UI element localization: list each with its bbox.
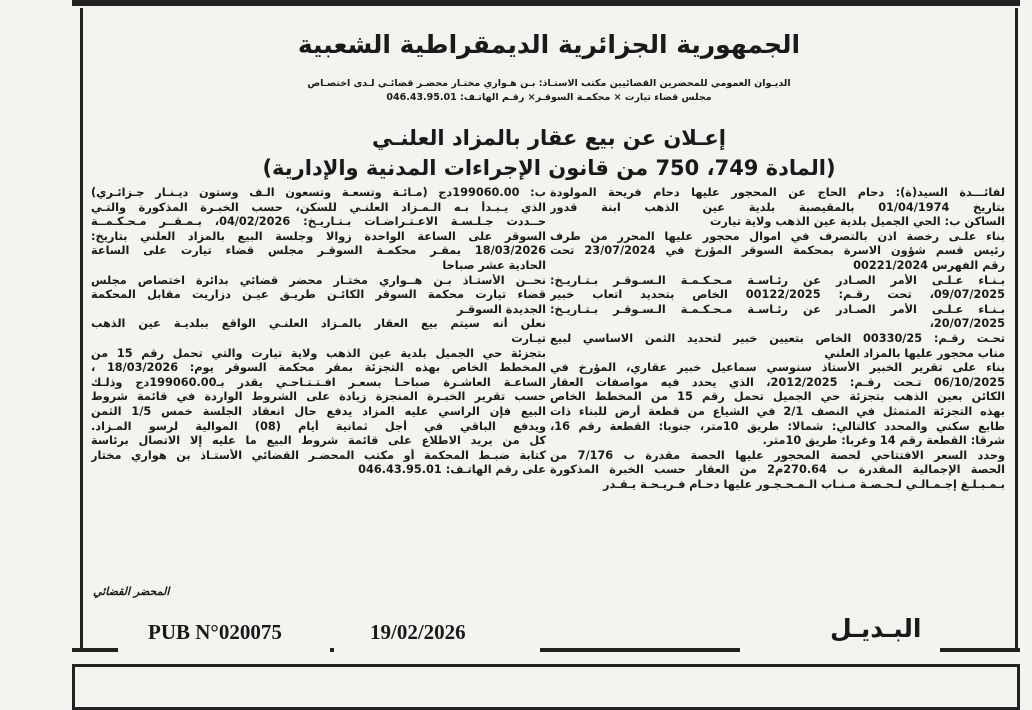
text-line: حــددت جـلـسـة الاعـتـراضـات بـتـاريـخ: 04/02/2026، بـمـقــر مـحـكـمــة (91, 215, 546, 229)
text-line: بتاريخ 01/04/1974 بالمقيصبة بلدية عين الذهب ابنة قدور (550, 200, 1005, 214)
text-line: المخطط الخاص بهذه التجزئة بمقر محكمة السوقر يوم: 18/03/2026 ، (91, 361, 546, 375)
text-line: حسب تقرير الخبـرة المنجزة زيادة على الشروط الواردة في قائمة شروط (91, 390, 546, 404)
footer-rule (540, 648, 740, 652)
text-line: بناء على تقرير الخبير الأستاذ سنوسي سماعيل خبير عقاري، المؤرخ في (550, 361, 1005, 375)
publication-date: 19/02/2026 (370, 620, 466, 644)
text-line: مناب محجور عليها بالمزاد العلني (824, 346, 1005, 360)
text-line: بـمـبـلـغ إجـمـالـي لـحـصـة مـنـاب الـمـحـجـور عليها دحـام فـريـحـة يـقـدر (603, 477, 1005, 491)
next-notice-frame (72, 664, 1020, 710)
text-line: 20/07/2025، (929, 317, 1005, 331)
text-line: ويدفع الباقي في أجل ثمانية أيام (08) الموالية لرسو المـزاد. (91, 419, 546, 433)
text-line: الحصة الإجمالية المقدرة ب 270.64م2 من العقار حسب الخبرة المذكورة (550, 463, 1005, 477)
text-line: رئيس قسم شؤون الاسرة بمحكمة السوقر المؤرخ في 23/07/2024 تحت (550, 244, 1005, 258)
newspaper-name: البـديـل (830, 614, 922, 643)
text-line: بـنـاء عـلـى الأمر الصـادر عن رئـاسـة مـحـكـمـة الـسـوقـر بـتـاريـخ: (550, 273, 1005, 287)
bailiff-signature: المحضر القضائي (93, 585, 170, 598)
text-line: وحدد السعر الافتتاحي لحصة المحجور عليها الحصة مقدرة ب 7/176 من (550, 448, 1005, 462)
publication-number: PUB N°020075 (148, 620, 282, 644)
text-line: تحـت رقـم: 00330/25 الخاص بتعيين خبير لتحديد الثمن الاساسي لبيع (550, 331, 1005, 345)
legal-notice (80, 8, 1018, 648)
text-line: الساكن ب: الحي الجميل بلدية عين الذهب ولاية تيارت (709, 215, 1005, 229)
text-line: الكائن بعين الذهب بتجزئة حي الجميل تحمل رقم 15 من المخطط الخاص (550, 390, 1005, 404)
text-line: لفائـــدة السيد(ة): دحام الحاج عن المحجور عليها دحام فريحة المولودة (550, 186, 1005, 199)
text-line: بهذه التجزئة المتمثل في النصف 2/1 في الشياع من قطعة أرض للبناء ذات (550, 404, 1005, 418)
bailiff-office-line: الديـوان العمومي للمحضرين القضائيين مكتب الاستـاذ: بـن هـواري مختـار محضـر قضائـي لـدى اختصـاص (307, 78, 791, 89)
text-line: طابع سكني والمحدد كالتالي: شمالا: طريق 10متر، جنوبا: القطعة رقم 16، (550, 419, 1005, 433)
footer-rule (72, 648, 118, 652)
text-line: السوقر على الساعة الواحدة زوالا وجلسة البيع بالمزاد العلني بتاريخ: (91, 229, 546, 243)
left-column-text (91, 186, 546, 478)
republic-title: الجمهورية الجزائرية الديمقراطية الشعبية (297, 30, 801, 59)
text-line: 06/10/2025 تـحت رقـم: 2012/2025، الذي يحدد فيه مواصفات العقار (550, 375, 1005, 389)
text-line: بـنـاء عـلـى الأمر الصـادر عن رئـاسـة مـحـكـمـة الـسـوقـر بـتـاريـخ: (550, 302, 1005, 316)
text-line: نحــن الأستـاذ بـن هــواري مختـار محضر قضائي بدائرة اختصاص مجلس (91, 273, 546, 287)
right-column-text (550, 186, 1005, 492)
text-line: 09/07/2025، تحت رقـم: 00122/2025 الخاص بتحديد اتعاب خبير (550, 288, 1005, 302)
bailiff-contact-line: مجلس قضاء تيارت × محكمـة السوقـر× رقـم الهاتـف: 046.43.95.01 (386, 92, 712, 103)
text-line: كل من يريد الاطلاع على قائمة شروط البيع ما عليه إلا الاتصال برئاسة (91, 434, 546, 448)
text-line: بتجزئة حي الجميل بلدية عين الذهب ولاية تيارت والتي تحمل رقم 15 من (91, 346, 546, 360)
top-rule (72, 0, 1020, 6)
text-line: رقم الفهرس 00221/2024 (853, 258, 1005, 272)
text-line: بناء علـى رخصة اذن بالتصرف في اموال محجور عليها المحرر من طرف (550, 229, 1005, 243)
text-line: ب: 199060.00دج (مـائـة وتسعـة وتسعون الـف وستون ديـنـار جـزائـري) (91, 186, 546, 199)
text-line: الحادية عشر صباحا (442, 258, 546, 272)
notice-legal-reference: (المادة 749، 750 من قانون الإجراءات المدنية والإدارية) (262, 156, 836, 180)
text-line: الذي يـبـدأ بـه الـمـزاد العلنـي للسكن، حسب الخبـرة المذكورة والتـي (91, 200, 546, 214)
text-line: الجديدة السوقـر (456, 302, 546, 316)
text-line: قضاء تيارت محكمة السوقر الكائـن طريـق عيـن دزاريت مقابل المحكمة (91, 288, 546, 302)
text-line: الساعـة العاشـرة صباحـا بسعـر افـتـتـاحـي يقدر بـ199060.00دج وذلـك (91, 375, 546, 389)
text-line: البيع فإن الراسي عليه المزاد يدفع حال انعقاد الجلسة خمس 1/5 الثمن (91, 404, 546, 418)
text-line: نعلن أنه سيتم بيع العقار بالمـزاد العلنـي الواقع ببلديـة عين الذهب (91, 317, 546, 331)
notice-headline: إعـلان عن بيع عقار بالمزاد العلنـي (372, 126, 726, 150)
text-line: شرقا: القطعة رقم 14 وغربا: طريق 10متر. (762, 434, 1005, 448)
text-line: على رقم الهاتـف: 046.43.95.01 (358, 463, 546, 477)
separator-dot (330, 648, 334, 652)
text-line: تيـارت (511, 331, 546, 345)
footer-rule (940, 648, 1020, 652)
text-line: كتابة ضبـط المحكمة أو مكتب المحضـر القضائي الأستـاذ بن هواري مختار (91, 448, 546, 462)
text-line: 18/03/2026 بمقـر محكمـة السوقـر مجلس قضاء تيارت على الساعة (91, 244, 546, 258)
